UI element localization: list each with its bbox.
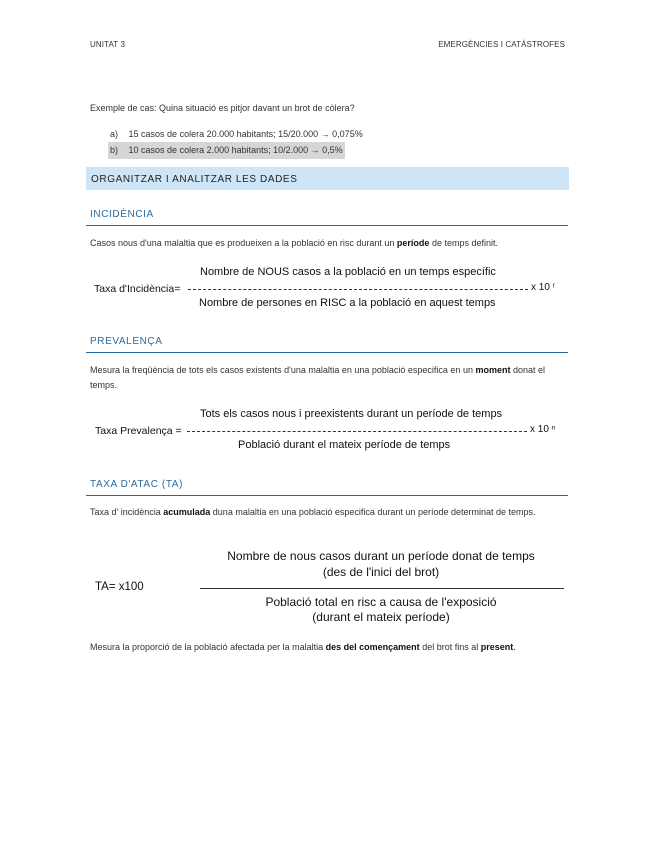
section-title: ORGANITZAR I ANALITZAR LES DADES — [91, 174, 298, 185]
taxa-atac-note — [90, 640, 550, 655]
incidencia-description — [90, 236, 498, 251]
taxa-atac-denominator-line2: (durant el mateix període) — [312, 610, 450, 624]
heading-taxa-atac: TAXA D'ATAC (TA) — [90, 479, 183, 490]
fraction-line — [187, 431, 527, 432]
note-text: Mesura la proporció de la població afectada per la malaltia — [90, 642, 326, 652]
note-text: . — [513, 642, 516, 652]
page-header-left: UNITAT 3 — [90, 40, 126, 49]
item-marker: a) — [110, 129, 119, 139]
taxa-atac-denominator-line1: Població total en risc a causa de l'exposició — [265, 595, 497, 609]
desc-bold: acumulada — [163, 507, 211, 517]
heading-prevalenca: PREVALENÇA — [90, 336, 163, 347]
desc-text: de temps definit. — [429, 238, 498, 248]
heading-rule — [86, 225, 568, 226]
page-header-right: EMERGÈNCIES I CATÀSTROFES — [438, 40, 565, 49]
item-text: 10 casos de colera 2.000 habitants; 10/2.000 → 0,5% — [128, 145, 343, 155]
taxa-atac-numerator-line1: Nombre de nous casos durant un període donat de temps — [227, 549, 535, 563]
desc-text: Mesura la freqüència de tots els casos existents d'una malaltia en una població especifica en un — [90, 365, 476, 375]
note-text: del brot fins al — [419, 642, 481, 652]
taxa-atac-numerator-line2: (des de l'inici del brot) — [322, 565, 440, 579]
fraction-line — [200, 588, 564, 589]
desc-text: donat el temps. — [90, 365, 545, 390]
incidencia-label: Taxa d'Incidència= — [94, 283, 181, 295]
heading-incidencia: INCIDÈNCIA — [90, 209, 154, 220]
note-bold: present — [480, 642, 514, 652]
heading-rule — [86, 352, 568, 353]
highlighted-item — [108, 142, 345, 159]
note-bold: des del començament — [325, 642, 420, 652]
taxa-atac-description — [90, 505, 565, 520]
incidencia-denominator: Nombre de persones en RISC a la població en aquest temps — [199, 297, 496, 309]
taxa-atac-label: TA= x100 — [95, 581, 144, 593]
prevalenca-label: Taxa Prevalença = — [95, 425, 182, 437]
prevalenca-description — [90, 363, 550, 393]
desc-text: duna malaltia en una població especifica durant un període determinat de temps. — [210, 507, 536, 517]
desc-bold: moment — [475, 365, 511, 375]
desc-bold: període — [396, 238, 430, 248]
prevalenca-multiplier: x 10 ⁿ — [530, 424, 556, 435]
prevalenca-denominator: Població durant el mateix període de temps — [238, 439, 451, 451]
fraction-line — [188, 289, 528, 290]
example-item-b — [108, 142, 345, 159]
incidencia-multiplier: x 10 ʳ — [531, 282, 556, 293]
desc-text: Casos nous d'una malaltia que es produeixen a la població en risc durant un — [90, 238, 397, 248]
example-item-a — [110, 127, 363, 142]
prevalenca-numerator: Tots els casos nous i preexistents durant un període de temps — [200, 408, 503, 420]
item-text: 15 casos de colera 20.000 habitants; 15/20.000 → 0,075% — [128, 129, 363, 139]
example-question: Exemple de cas: Quina situació es pitjor davant un brot de còlera? — [90, 103, 355, 113]
section-banner — [86, 167, 569, 190]
desc-text: Taxa d' incidència — [90, 507, 164, 517]
incidencia-numerator: Nombre de NOUS casos a la població en un temps específic — [200, 266, 496, 278]
heading-rule — [86, 495, 568, 496]
item-marker: b) — [110, 145, 119, 155]
